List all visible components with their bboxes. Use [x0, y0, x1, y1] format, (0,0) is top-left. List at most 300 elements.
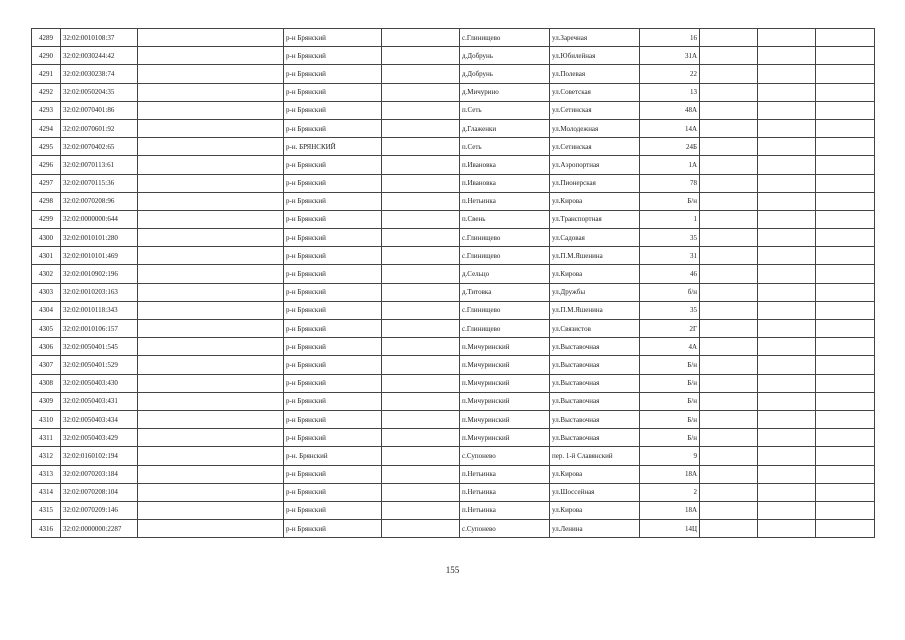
- empty-cell: [138, 447, 284, 465]
- row-number-cell: 4307: [32, 356, 61, 374]
- empty-cell: [758, 174, 816, 192]
- row-number-cell: 4303: [32, 283, 61, 301]
- cadastral-number-cell: 32:02:0050403:434: [61, 410, 138, 428]
- table-row: [32, 483, 875, 501]
- table-row: [32, 520, 875, 538]
- settlement-cell: с.Супонево: [460, 520, 550, 538]
- district-cell: р-н. Брянский: [284, 447, 382, 465]
- empty-cell: [816, 101, 875, 119]
- house-number-cell: б/н: [640, 283, 700, 301]
- empty-cell: [816, 247, 875, 265]
- district-cell: р-н Брянский: [284, 47, 382, 65]
- empty-cell: [816, 338, 875, 356]
- empty-cell: [816, 374, 875, 392]
- empty-cell: [816, 483, 875, 501]
- row-number-cell: 4313: [32, 465, 61, 483]
- house-number-cell: 14А: [640, 119, 700, 137]
- empty-cell: [758, 429, 816, 447]
- empty-cell: [138, 338, 284, 356]
- table-row: [32, 429, 875, 447]
- cadastral-number-cell: 32:02:0030244:42: [61, 47, 138, 65]
- district-cell: р-н. БРЯНСКИЙ: [284, 138, 382, 156]
- empty-cell: [382, 465, 460, 483]
- district-cell: р-н Брянский: [284, 119, 382, 137]
- house-number-cell: 9: [640, 447, 700, 465]
- street-cell: ул.Шоссейная: [550, 483, 640, 501]
- table-row: [32, 192, 875, 210]
- row-number-cell: 4298: [32, 192, 61, 210]
- row-number-cell: 4311: [32, 429, 61, 447]
- district-cell: р-н Брянский: [284, 229, 382, 247]
- settlement-cell: с.Глинищево: [460, 301, 550, 319]
- street-cell: ул.Выставочная: [550, 356, 640, 374]
- table-row: [32, 156, 875, 174]
- row-number-cell: 4301: [32, 247, 61, 265]
- district-cell: р-н Брянский: [284, 247, 382, 265]
- empty-cell: [700, 429, 758, 447]
- empty-cell: [816, 47, 875, 65]
- empty-cell: [138, 356, 284, 374]
- cadastral-number-cell: 32:02:0010101:469: [61, 247, 138, 265]
- empty-cell: [382, 520, 460, 538]
- empty-cell: [382, 283, 460, 301]
- cadastral-number-cell: 32:02:0010203:163: [61, 283, 138, 301]
- empty-cell: [758, 392, 816, 410]
- table-row: [32, 392, 875, 410]
- house-number-cell: Б/н: [640, 429, 700, 447]
- table-row: [32, 501, 875, 519]
- empty-cell: [758, 29, 816, 47]
- district-cell: р-н Брянский: [284, 156, 382, 174]
- table-row: [32, 447, 875, 465]
- empty-cell: [758, 265, 816, 283]
- house-number-cell: Б/н: [640, 392, 700, 410]
- empty-cell: [138, 265, 284, 283]
- row-number-cell: 4291: [32, 65, 61, 83]
- empty-cell: [700, 465, 758, 483]
- empty-cell: [700, 410, 758, 428]
- empty-cell: [816, 447, 875, 465]
- settlement-cell: п.Нетьинка: [460, 465, 550, 483]
- street-cell: ул.Кирова: [550, 465, 640, 483]
- empty-cell: [138, 410, 284, 428]
- settlement-cell: д.Титовка: [460, 283, 550, 301]
- empty-cell: [816, 65, 875, 83]
- settlement-cell: п.Мичуринский: [460, 356, 550, 374]
- empty-cell: [382, 301, 460, 319]
- street-cell: ул.Садовая: [550, 229, 640, 247]
- empty-cell: [816, 429, 875, 447]
- district-cell: р-н Брянский: [284, 29, 382, 47]
- street-cell: ул.Заречная: [550, 29, 640, 47]
- settlement-cell: с.Супонево: [460, 447, 550, 465]
- house-number-cell: 18А: [640, 465, 700, 483]
- district-cell: р-н Брянский: [284, 410, 382, 428]
- empty-cell: [700, 47, 758, 65]
- empty-cell: [758, 47, 816, 65]
- settlement-cell: п.Ивановка: [460, 174, 550, 192]
- cadastral-number-cell: 32:02:0050401:545: [61, 338, 138, 356]
- house-number-cell: Б/н: [640, 192, 700, 210]
- house-number-cell: 35: [640, 301, 700, 319]
- row-number-cell: 4310: [32, 410, 61, 428]
- settlement-cell: п.Мичуринский: [460, 338, 550, 356]
- house-number-cell: Б/н: [640, 410, 700, 428]
- cadastral-number-cell: 32:02:0010902:196: [61, 265, 138, 283]
- empty-cell: [138, 374, 284, 392]
- empty-cell: [816, 83, 875, 101]
- empty-cell: [758, 138, 816, 156]
- street-cell: ул.Кирова: [550, 501, 640, 519]
- empty-cell: [138, 119, 284, 137]
- district-cell: р-н Брянский: [284, 210, 382, 228]
- empty-cell: [138, 174, 284, 192]
- house-number-cell: 78: [640, 174, 700, 192]
- settlement-cell: д.Добрунь: [460, 47, 550, 65]
- table-row: [32, 47, 875, 65]
- district-cell: р-н Брянский: [284, 429, 382, 447]
- empty-cell: [700, 65, 758, 83]
- settlement-cell: п.Мичуринский: [460, 374, 550, 392]
- empty-cell: [138, 101, 284, 119]
- street-cell: ул.Кирова: [550, 265, 640, 283]
- street-cell: ул.Советская: [550, 83, 640, 101]
- empty-cell: [382, 210, 460, 228]
- row-number-cell: 4314: [32, 483, 61, 501]
- cadastral-number-cell: 32:02:0070115:36: [61, 174, 138, 192]
- row-number-cell: 4312: [32, 447, 61, 465]
- empty-cell: [816, 229, 875, 247]
- cadastral-number-cell: 32:02:0010106:157: [61, 320, 138, 338]
- empty-cell: [700, 229, 758, 247]
- cadastral-number-cell: 32:02:0000000:644: [61, 210, 138, 228]
- empty-cell: [816, 392, 875, 410]
- cadastral-number-cell: 32:02:0070402:65: [61, 138, 138, 156]
- house-number-cell: 22: [640, 65, 700, 83]
- cadastral-number-cell: 32:02:0010108:37: [61, 29, 138, 47]
- district-cell: р-н Брянский: [284, 101, 382, 119]
- empty-cell: [138, 247, 284, 265]
- street-cell: ул.Связистов: [550, 320, 640, 338]
- empty-cell: [700, 29, 758, 47]
- settlement-cell: с.Глинищево: [460, 29, 550, 47]
- settlement-cell: п.Мичуринский: [460, 392, 550, 410]
- settlement-cell: п.Нетьинка: [460, 192, 550, 210]
- empty-cell: [816, 465, 875, 483]
- district-cell: р-н Брянский: [284, 65, 382, 83]
- street-cell: ул.Ленина: [550, 520, 640, 538]
- district-cell: р-н Брянский: [284, 83, 382, 101]
- empty-cell: [816, 301, 875, 319]
- empty-cell: [700, 174, 758, 192]
- empty-cell: [758, 410, 816, 428]
- row-number-cell: 4293: [32, 101, 61, 119]
- street-cell: ул.Сетинская: [550, 138, 640, 156]
- table-body: [32, 29, 875, 538]
- empty-cell: [382, 410, 460, 428]
- empty-cell: [758, 301, 816, 319]
- cadastral-number-cell: 32:02:0050403:431: [61, 392, 138, 410]
- table-row: [32, 65, 875, 83]
- empty-cell: [758, 210, 816, 228]
- empty-cell: [816, 265, 875, 283]
- street-cell: ул.Выставочная: [550, 392, 640, 410]
- empty-cell: [700, 192, 758, 210]
- street-cell: ул.Пионерская: [550, 174, 640, 192]
- row-number-cell: 4297: [32, 174, 61, 192]
- table-row: [32, 265, 875, 283]
- street-cell: ул.Выставочная: [550, 410, 640, 428]
- empty-cell: [758, 283, 816, 301]
- empty-cell: [700, 356, 758, 374]
- district-cell: р-н Брянский: [284, 465, 382, 483]
- empty-cell: [700, 156, 758, 174]
- empty-cell: [382, 429, 460, 447]
- settlement-cell: д.Глаженки: [460, 119, 550, 137]
- settlement-cell: д.Сельцо: [460, 265, 550, 283]
- empty-cell: [816, 520, 875, 538]
- row-number-cell: 4308: [32, 374, 61, 392]
- house-number-cell: 24Б: [640, 138, 700, 156]
- empty-cell: [382, 374, 460, 392]
- empty-cell: [816, 174, 875, 192]
- settlement-cell: п.Нетьинка: [460, 501, 550, 519]
- empty-cell: [700, 138, 758, 156]
- district-cell: р-н Брянский: [284, 265, 382, 283]
- empty-cell: [816, 192, 875, 210]
- empty-cell: [758, 520, 816, 538]
- settlement-cell: с.Глинищево: [460, 320, 550, 338]
- empty-cell: [138, 501, 284, 519]
- empty-cell: [758, 356, 816, 374]
- empty-cell: [700, 283, 758, 301]
- table-row: [32, 101, 875, 119]
- empty-cell: [138, 192, 284, 210]
- settlement-cell: с.Глинищево: [460, 247, 550, 265]
- empty-cell: [700, 265, 758, 283]
- table-row: [32, 410, 875, 428]
- settlement-cell: п.Сеть: [460, 138, 550, 156]
- empty-cell: [700, 501, 758, 519]
- cadastral-number-cell: 32:02:0070209:146: [61, 501, 138, 519]
- empty-cell: [758, 83, 816, 101]
- empty-cell: [700, 338, 758, 356]
- empty-cell: [138, 229, 284, 247]
- row-number-cell: 4309: [32, 392, 61, 410]
- street-cell: ул.Полевая: [550, 65, 640, 83]
- empty-cell: [382, 320, 460, 338]
- empty-cell: [758, 465, 816, 483]
- cadastral-number-cell: 32:02:0010101:280: [61, 229, 138, 247]
- house-number-cell: 35: [640, 229, 700, 247]
- table-row: [32, 374, 875, 392]
- house-number-cell: 48А: [640, 101, 700, 119]
- empty-cell: [382, 138, 460, 156]
- cadastral-number-cell: 32:02:0070401:86: [61, 101, 138, 119]
- empty-cell: [758, 156, 816, 174]
- settlement-cell: п.Мичуринский: [460, 410, 550, 428]
- empty-cell: [382, 356, 460, 374]
- row-number-cell: 4304: [32, 301, 61, 319]
- street-cell: ул.П.М.Яшенина: [550, 301, 640, 319]
- house-number-cell: 2: [640, 483, 700, 501]
- empty-cell: [700, 210, 758, 228]
- row-number-cell: 4305: [32, 320, 61, 338]
- empty-cell: [382, 229, 460, 247]
- table-row: [32, 465, 875, 483]
- cadastral-number-cell: 32:02:0050403:429: [61, 429, 138, 447]
- empty-cell: [138, 520, 284, 538]
- cadastral-number-cell: 32:02:0070203:184: [61, 465, 138, 483]
- row-number-cell: 4295: [32, 138, 61, 156]
- table-row: [32, 174, 875, 192]
- house-number-cell: 13: [640, 83, 700, 101]
- empty-cell: [138, 29, 284, 47]
- row-number-cell: 4294: [32, 119, 61, 137]
- settlement-cell: с.Глинищево: [460, 229, 550, 247]
- settlement-cell: д.Добрунь: [460, 65, 550, 83]
- empty-cell: [700, 119, 758, 137]
- empty-cell: [758, 229, 816, 247]
- table-row: [32, 83, 875, 101]
- empty-cell: [138, 392, 284, 410]
- empty-cell: [700, 101, 758, 119]
- empty-cell: [382, 156, 460, 174]
- cadastral-number-cell: 32:02:0000000:2287: [61, 520, 138, 538]
- street-cell: ул.П.М.Яшенина: [550, 247, 640, 265]
- empty-cell: [382, 483, 460, 501]
- empty-cell: [382, 174, 460, 192]
- street-cell: ул.Дружбы: [550, 283, 640, 301]
- empty-cell: [382, 47, 460, 65]
- empty-cell: [138, 210, 284, 228]
- empty-cell: [700, 247, 758, 265]
- house-number-cell: 14Ц: [640, 520, 700, 538]
- cadastral-number-cell: 32:02:0070113:61: [61, 156, 138, 174]
- empty-cell: [138, 429, 284, 447]
- row-number-cell: 4296: [32, 156, 61, 174]
- empty-cell: [816, 210, 875, 228]
- district-cell: р-н Брянский: [284, 356, 382, 374]
- empty-cell: [138, 138, 284, 156]
- district-cell: р-н Брянский: [284, 520, 382, 538]
- house-number-cell: 4А: [640, 338, 700, 356]
- street-cell: ул.Молодежная: [550, 119, 640, 137]
- cadastral-number-cell: 32:02:0050204:35: [61, 83, 138, 101]
- row-number-cell: 4290: [32, 47, 61, 65]
- empty-cell: [816, 501, 875, 519]
- empty-cell: [758, 247, 816, 265]
- house-number-cell: 16: [640, 29, 700, 47]
- empty-cell: [382, 447, 460, 465]
- table-row: [32, 29, 875, 47]
- district-cell: р-н Брянский: [284, 174, 382, 192]
- street-cell: ул.Аэропортная: [550, 156, 640, 174]
- table-row: [32, 320, 875, 338]
- empty-cell: [758, 101, 816, 119]
- table-row: [32, 229, 875, 247]
- empty-cell: [816, 156, 875, 174]
- district-cell: р-н Брянский: [284, 392, 382, 410]
- street-cell: пер. 1-й Славянский: [550, 447, 640, 465]
- empty-cell: [816, 410, 875, 428]
- empty-cell: [758, 338, 816, 356]
- house-number-cell: 2Г: [640, 320, 700, 338]
- empty-cell: [758, 119, 816, 137]
- row-number-cell: 4315: [32, 501, 61, 519]
- empty-cell: [382, 247, 460, 265]
- settlement-cell: п.Свень: [460, 210, 550, 228]
- empty-cell: [758, 192, 816, 210]
- cadastral-number-cell: 32:02:0160102:194: [61, 447, 138, 465]
- settlement-cell: п.Мичуринский: [460, 429, 550, 447]
- page-number: 155: [445, 565, 460, 575]
- cadastral-number-cell: 32:02:0070208:104: [61, 483, 138, 501]
- empty-cell: [382, 29, 460, 47]
- district-cell: р-н Брянский: [284, 320, 382, 338]
- row-number-cell: 4289: [32, 29, 61, 47]
- settlement-cell: д.Мичурино: [460, 83, 550, 101]
- empty-cell: [382, 265, 460, 283]
- row-number-cell: 4306: [32, 338, 61, 356]
- settlement-cell: п.Сеть: [460, 101, 550, 119]
- house-number-cell: 31А: [640, 47, 700, 65]
- registry-table: [31, 28, 875, 538]
- empty-cell: [382, 83, 460, 101]
- cadastral-number-cell: 32:02:0050401:529: [61, 356, 138, 374]
- table-row: [32, 210, 875, 228]
- empty-cell: [700, 83, 758, 101]
- empty-cell: [382, 65, 460, 83]
- cadastral-number-cell: 32:02:0050403:430: [61, 374, 138, 392]
- empty-cell: [382, 338, 460, 356]
- empty-cell: [382, 119, 460, 137]
- empty-cell: [138, 465, 284, 483]
- empty-cell: [138, 83, 284, 101]
- table-row: [32, 338, 875, 356]
- street-cell: ул.Сетинская: [550, 101, 640, 119]
- street-cell: ул.Кирова: [550, 192, 640, 210]
- house-number-cell: Б/н: [640, 356, 700, 374]
- table-row: [32, 283, 875, 301]
- district-cell: р-н Брянский: [284, 501, 382, 519]
- house-number-cell: 1А: [640, 156, 700, 174]
- empty-cell: [816, 119, 875, 137]
- table-row: [32, 301, 875, 319]
- house-number-cell: 1: [640, 210, 700, 228]
- table-row: [32, 247, 875, 265]
- empty-cell: [382, 192, 460, 210]
- empty-cell: [700, 392, 758, 410]
- empty-cell: [700, 483, 758, 501]
- district-cell: р-н Брянский: [284, 301, 382, 319]
- empty-cell: [758, 501, 816, 519]
- street-cell: ул.Выставочная: [550, 338, 640, 356]
- district-cell: р-н Брянский: [284, 192, 382, 210]
- empty-cell: [138, 320, 284, 338]
- empty-cell: [758, 320, 816, 338]
- row-number-cell: 4316: [32, 520, 61, 538]
- district-cell: р-н Брянский: [284, 483, 382, 501]
- empty-cell: [758, 65, 816, 83]
- empty-cell: [382, 101, 460, 119]
- district-cell: р-н Брянский: [284, 283, 382, 301]
- cadastral-number-cell: 32:02:0070208:96: [61, 192, 138, 210]
- settlement-cell: п.Нетьинка: [460, 483, 550, 501]
- empty-cell: [758, 483, 816, 501]
- empty-cell: [700, 374, 758, 392]
- district-cell: р-н Брянский: [284, 338, 382, 356]
